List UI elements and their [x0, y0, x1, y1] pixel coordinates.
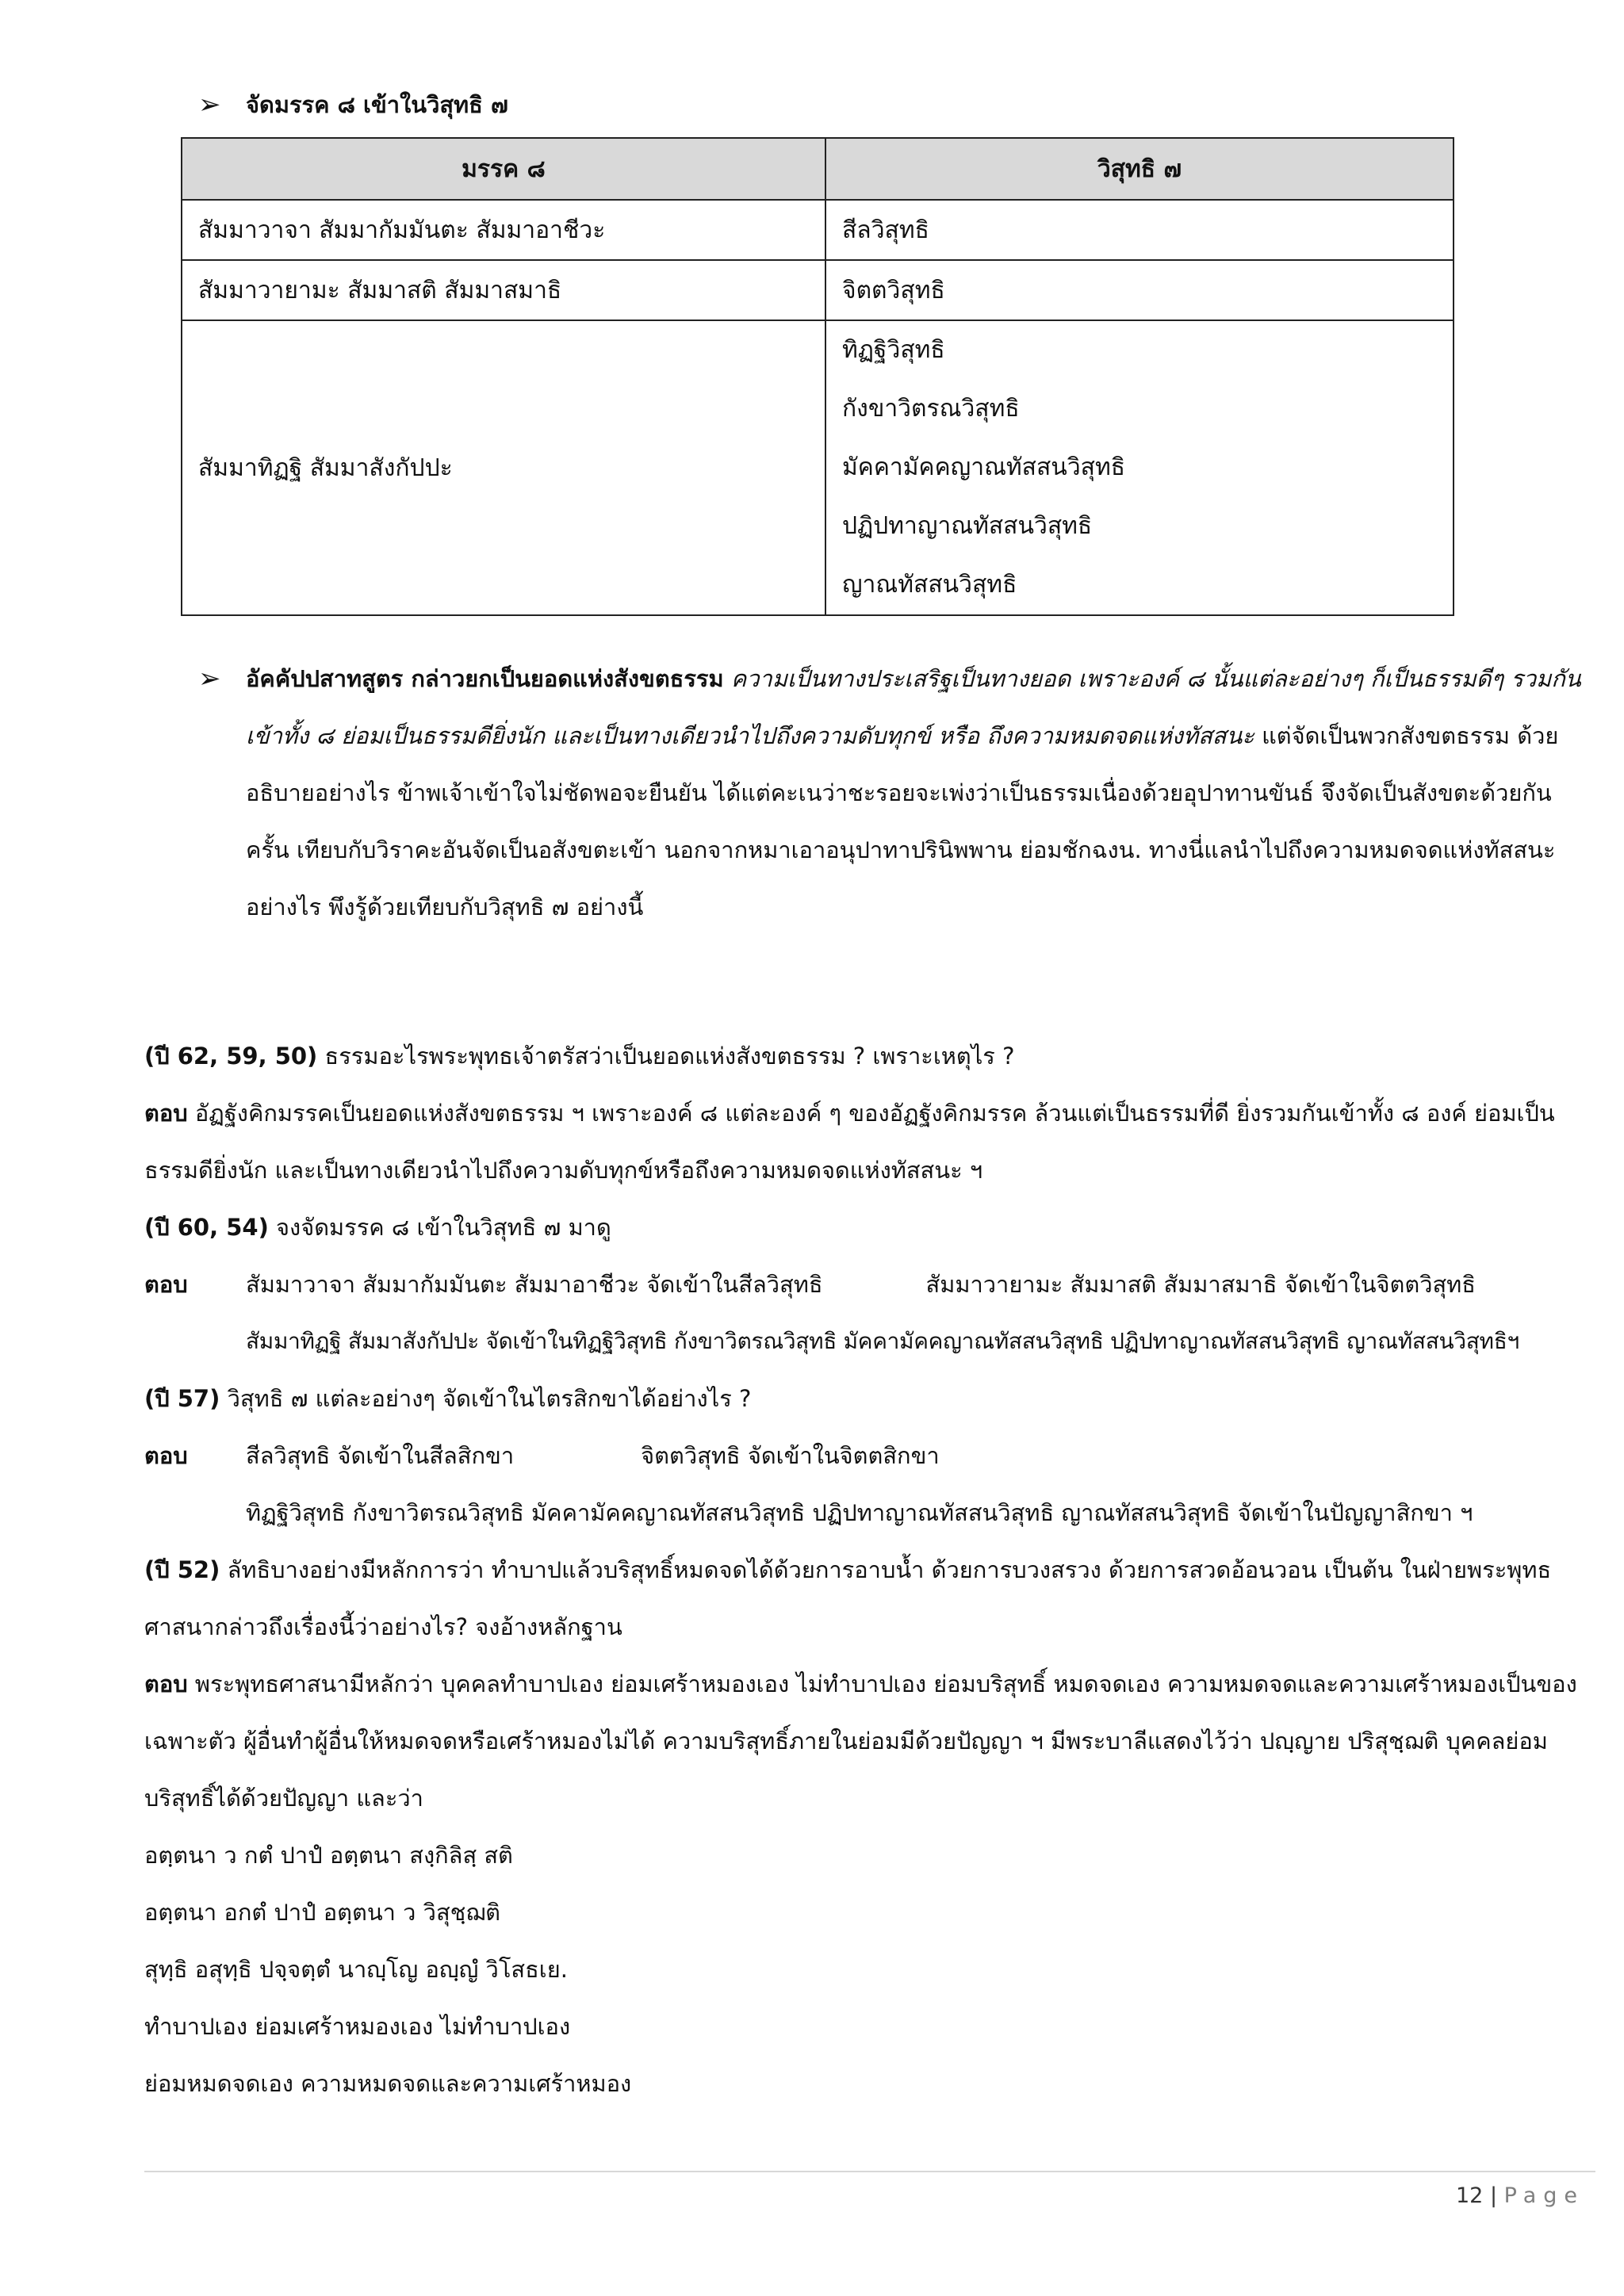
question-text: จงจัดมรรค ๘ เข้าในวิสุทธิ ๗ มาดู: [268, 1214, 611, 1241]
section2-paragraph: [198, 650, 1594, 936]
qa-section: [144, 1027, 1595, 2112]
table-cell-visuddhi-list: [825, 320, 1454, 615]
visuddhi-item: มัคคามัคคญาณทัสสนวิสุทธิ: [842, 453, 1126, 481]
page-number: 12: [1456, 2183, 1484, 2208]
section1-heading: จัดมรรค ๘ เข้าในวิสุทธิ ๗: [246, 91, 508, 118]
section1-heading-row: [198, 75, 508, 134]
table-cell-visuddhi: สีลวิสุทธิ: [825, 200, 1454, 260]
question-text: วิสุทธิ ๗ แต่ละอย่างๆ จัดเข้าในไตรสิกขาได้อย่างไร ?: [220, 1385, 752, 1412]
question-label: (ปี 62, 59, 50): [144, 1043, 318, 1070]
answer-label: ตอบ: [144, 1442, 188, 1469]
question-text: ธรรมอะไรพระพุทธเจ้าตรัสว่าเป็นยอดแห่งสังขตธรรม ? เพราะเหตุไร ?: [317, 1043, 1015, 1070]
page-footer: [1456, 2183, 1584, 2208]
answer-label: ตอบ: [144, 1670, 188, 1697]
answer-3-continued: ทิฏฐิวิสุทธิ กังขาวิตรณวิสุทธิ มัคคามัคคญาณทัสสนวิสุทธิ ปฏิปทาญาณทัสสนวิสุทธิ ญาณทัสสนวิสุทธิ จัดเข้าในปัญญาสิกขา ฯ: [246, 1499, 1473, 1526]
answer-2-continued: สัมมาทิฏฐิ สัมมาสังกัปปะ จัดเข้าในทิฏฐิวิสุทธิ กังขาวิตรณวิสุทธิ มัคคามัคคญาณทัสสนวิสุทธิ ปฏิปทาญาณทัสสนวิสุทธิ ญาณทัสสนวิสุทธิฯ: [246, 1328, 1519, 1354]
verse-line: อตฺตนา ว กตํ ปาปํ อตฺตนา สงฺกิลิสฺ สติ: [144, 1842, 513, 1869]
table-header-visuddhi: วิสุทธิ ๗: [825, 138, 1454, 200]
answer-label: ตอบ: [144, 1100, 188, 1127]
section2-normal: แต่จัดเป็นพวกสังขตธรรม ด้วยอธิบายอย่างไร ข้าพเจ้าเข้าใจไม่ชัดพอจะยืนยัน ได้แต่คะเนว่าชะรอยจะเพ่งว่าเป็นธรรมเนื่องด้วยอุปาทานขันธ์ จึงจัดเป็นสังขตะด้วยกัน ครั้น เทียบกับวิราคะอันจัดเป็นอสังขตะเข้า นอกจากหมาเอาอนุปาทาปรินิพพาน ย่อมชักฉงน. ทางนี่แลนำไปถึงความหมดจดแห่งทัสสนะอย่างไร พึงรู้ด้วยเทียบกับวิสุทธิ ๗ อย่างนี้: [246, 722, 1559, 920]
answer-text: สัมมาวายามะ สัมมาสติ สัมมาสมาธิ จัดเข้าในจิตตวิสุทธิ: [925, 1271, 1476, 1298]
section2-text: [246, 650, 1594, 936]
table-cell-magga: สัมมาวายามะ สัมมาสติ สัมมาสมาธิ: [182, 260, 825, 320]
question-1: [144, 1027, 1595, 1085]
table-row: [182, 260, 1454, 320]
visuddhi-item: ญาณทัสสนวิสุทธิ: [842, 571, 1017, 599]
section2-bold: อัคคัปปสาทสูตร กล่าวยกเป็นยอดแห่งสังขตธรรม: [246, 665, 724, 692]
visuddhi-item: กังขาวิตรณวิสุทธิ: [842, 395, 1020, 423]
answer-text: สัมมาวาจา สัมมากัมมันตะ สัมมาอาชีวะ จัดเข้าในสีลวิสุทธิ: [246, 1271, 823, 1298]
table-row: [182, 320, 1454, 615]
arrow-bullet-icon: ➢: [198, 663, 221, 695]
question-4: [144, 1541, 1595, 1655]
question-label: (ปี 60, 54): [144, 1214, 269, 1241]
table-row: [182, 200, 1454, 260]
answer-text: อัฏฐังคิกมรรคเป็นยอดแห่งสังขตธรรม ฯ เพราะองค์ ๘ แต่ละองค์ ๆ ของอัฏฐังคิกมรรค ล้วนแต่เป็นธรรมที่ดี ยิ่งรวมกันเข้าทั้ง ๘ องค์ ย่อมเป็นธรรมดียิ่งนัก และเป็นทางเดียวนำไปถึงความดับทุกข์หรือถึงความหมดจดแห่งทัสสนะ ฯ: [144, 1100, 1555, 1184]
answer-text: พระพุทธศาสนามีหลักว่า บุคคลทำบาปเอง ย่อมเศร้าหมองเอง ไม่ทำบาปเอง ย่อมบริสุทธิ์ หมดจดเอง ความหมดจดและความเศร้าหมองเป็นของเฉพาะตัว ผู้อื่นทำผู้อื่นให้หมดจดหรือเศร้าหมองไม่ได้ ความบริสุทธิ์ภายในย่อมมีด้วยปัญญา ฯ มีพระบาลีแสดงไว้ว่า ปญฺญาย ปริสุชฺฌติ บุคคลย่อมบริสุทธิ์ได้ด้วยปัญญา และว่า: [144, 1670, 1577, 1812]
page-separator: |: [1483, 2183, 1504, 2208]
table-header-magga: มรรค ๘: [182, 138, 825, 200]
answer-text: สีลวิสุทธิ จัดเข้าในสีลสิกขา: [246, 1442, 515, 1469]
arrow-bullet-icon: ➢: [198, 89, 221, 121]
answer-4: [144, 1655, 1595, 1827]
question-3: [144, 1370, 1595, 1427]
question-label: (ปี 57): [144, 1385, 220, 1412]
question-2: [144, 1199, 1595, 1256]
table-cell-magga: สัมมาทิฏฐิ สัมมาสังกัปปะ: [182, 320, 825, 615]
visuddhi-item: ทิฏฐิวิสุทธิ: [842, 336, 945, 364]
answer-3: [144, 1427, 1595, 1484]
section2-italic: ความเป็นทางประเสริฐเป็นทางยอด เพราะองค์ ๘ นั้นแต่ละอย่างๆ ก็เป็นธรรมดีๆ รวมกันเข้าทั้ง ๘ ย่อมเป็นธรรมดียิ่งนัก และเป็นทางเดียวนำไปถึงความดับทุกข์ หรือ ถึงความหมดจดแห่งทัสสนะ: [246, 665, 1581, 749]
table-cell-magga: สัมมาวาจา สัมมากัมมันตะ สัมมาอาชีวะ: [182, 200, 825, 260]
answer-text: จิตตวิสุทธิ จัดเข้าในจิตตสิกขา: [641, 1442, 940, 1469]
magga-visuddhi-table: [181, 137, 1454, 616]
verse-line: สุทฺธิ อสุทฺธิ ปจฺจตฺตํ นาญฺโญ อญฺญํ วิโสธเย.: [144, 1956, 568, 1983]
verse-line: ย่อมหมดจดเอง ความหมดจดและความเศร้าหมอง: [144, 2070, 632, 2097]
answer-1: [144, 1085, 1595, 1199]
table-header-row: [182, 138, 1454, 200]
answer-label: ตอบ: [144, 1271, 188, 1298]
verse-line: อตฺตนา อกตํ ปาปํ อตฺตนา ว วิสุชฺฌติ: [144, 1899, 500, 1926]
answer-2: [144, 1256, 1595, 1313]
verse-line: ทำบาปเอง ย่อมเศร้าหมองเอง ไม่ทำบาปเอง: [144, 2013, 571, 2040]
page-word: Page: [1503, 2183, 1584, 2208]
visuddhi-item: ปฏิปทาญาณทัสสนวิสุทธิ: [842, 512, 1093, 540]
question-label: (ปี 52): [144, 1556, 220, 1583]
question-text: ลัทธิบางอย่างมีหลักการว่า ทำบาปแล้วบริสุทธิ์หมดจดได้ด้วยการอาบน้ำ ด้วยการบวงสรวง ด้วยการสวดอ้อนวอน เป็นต้น ในฝ่ายพระพุทธศาสนากล่าวถึงเรื่องนี้ว่าอย่างไร? จงอ้างหลักฐาน: [144, 1556, 1552, 1640]
table-cell-visuddhi: จิตตวิสุทธิ: [825, 260, 1454, 320]
footer-divider: [144, 2171, 1595, 2172]
